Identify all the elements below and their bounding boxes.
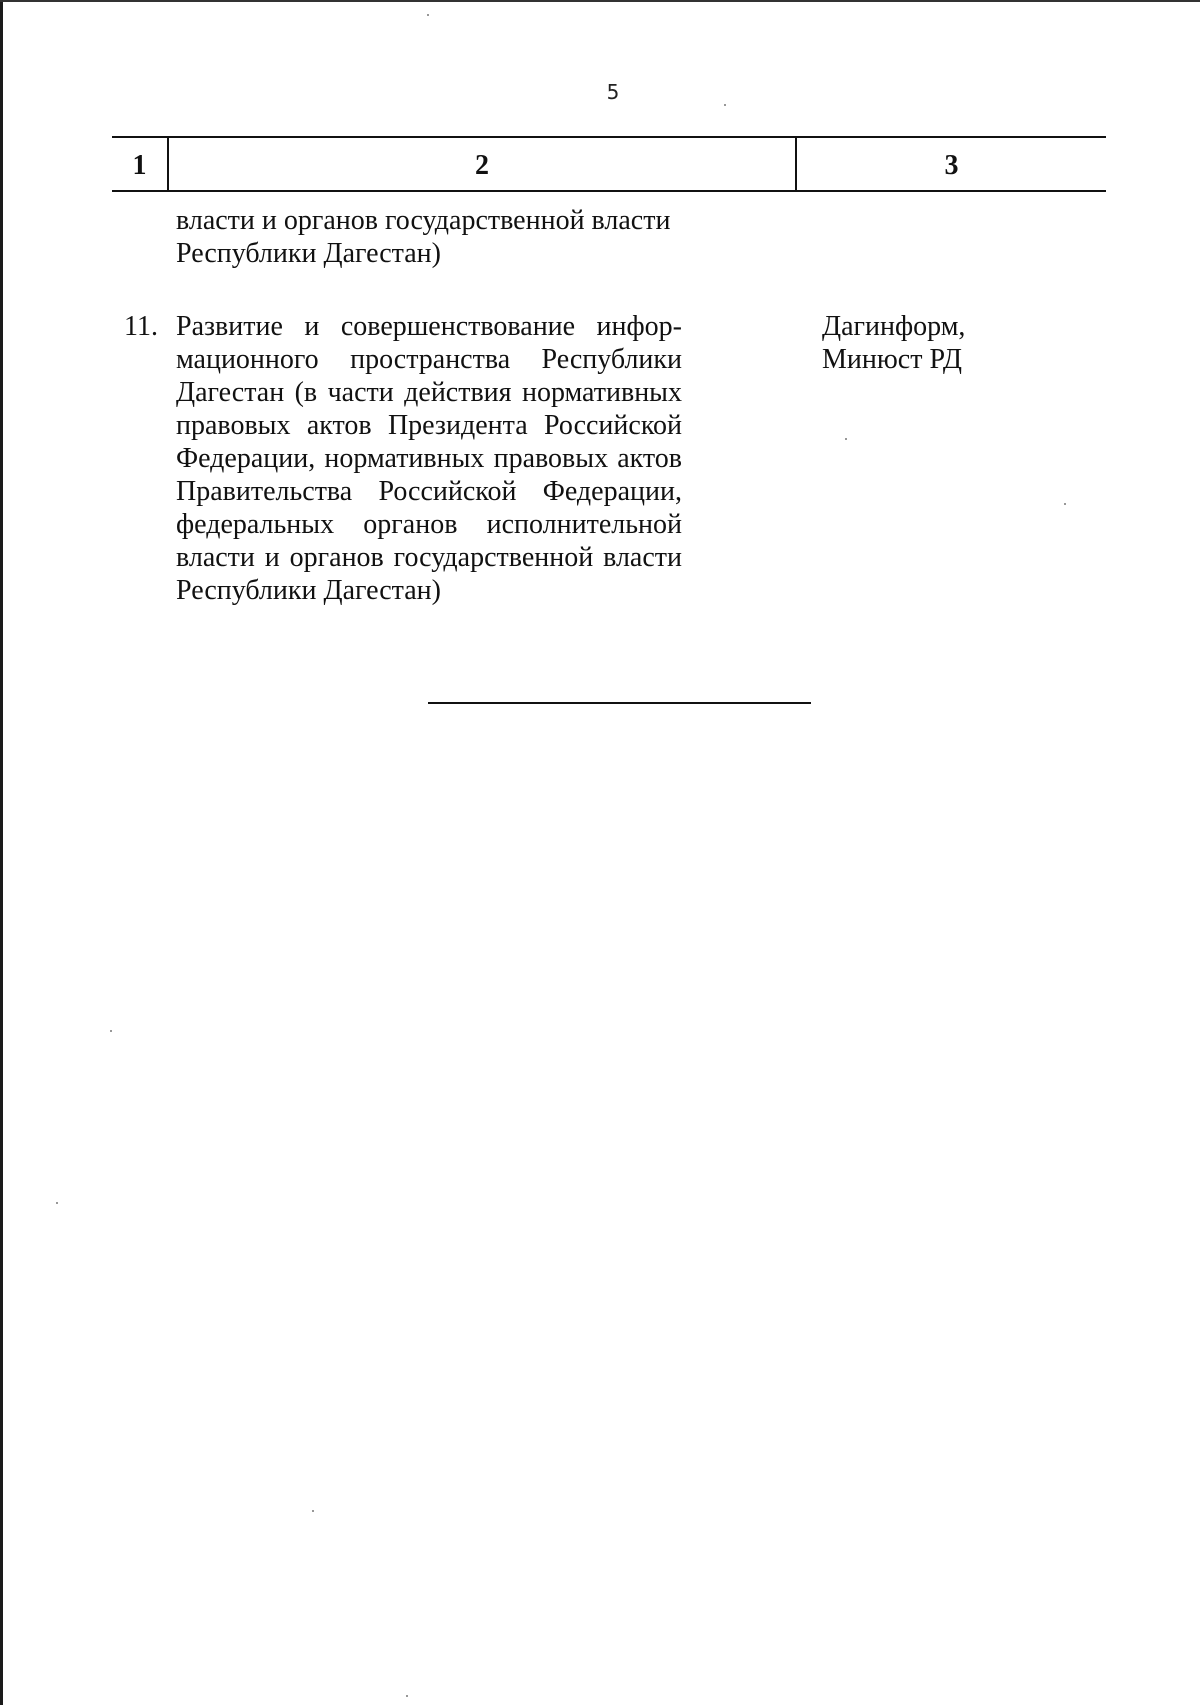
scan-speck [1064,503,1066,505]
page-number: 5 [606,80,620,104]
text-line: Развитие и совершенствование инфор- [176,311,682,342]
row-executors [822,310,965,376]
table-header-col-3: 3 [944,150,959,181]
table-header-col-2: 2 [169,138,797,190]
scan-speck [56,1202,58,1204]
scan-edge [0,0,3,1705]
text-line: мационного пространства Республики [176,344,682,375]
table-header-col-1: 1 [112,138,169,190]
scan-speck [724,104,726,106]
text-line: Республики Дагестан) [176,575,441,606]
scan-speck [110,1030,112,1032]
text-line: правовых актов Президента Российской [176,410,682,441]
row-content [176,310,682,607]
text-line: Дагестан (в части действия нормативных [176,377,682,408]
executor: Минюст РД [822,344,963,375]
executor: Дагинформ, [822,311,966,342]
scan-speck [406,1695,408,1697]
text-line: власти и органов государственной власти [176,542,682,573]
row-number: 11. [124,311,158,342]
end-rule [428,702,811,704]
table-header [112,136,1106,192]
text-line: Республики Дагестан) [176,238,441,269]
scan-speck [312,1510,314,1512]
text-line: власти и органов государственной власти [176,205,671,236]
text-line: Федерации, нормативных правовых актов [176,443,682,474]
scan-speck [427,14,429,16]
continued-row-text [176,204,682,270]
text-line: Правительства Российской Федерации, [176,476,682,507]
scan-edge-top [0,0,1200,2]
scan-speck [845,438,847,440]
text-line: федеральных органов исполнительной [176,509,682,540]
